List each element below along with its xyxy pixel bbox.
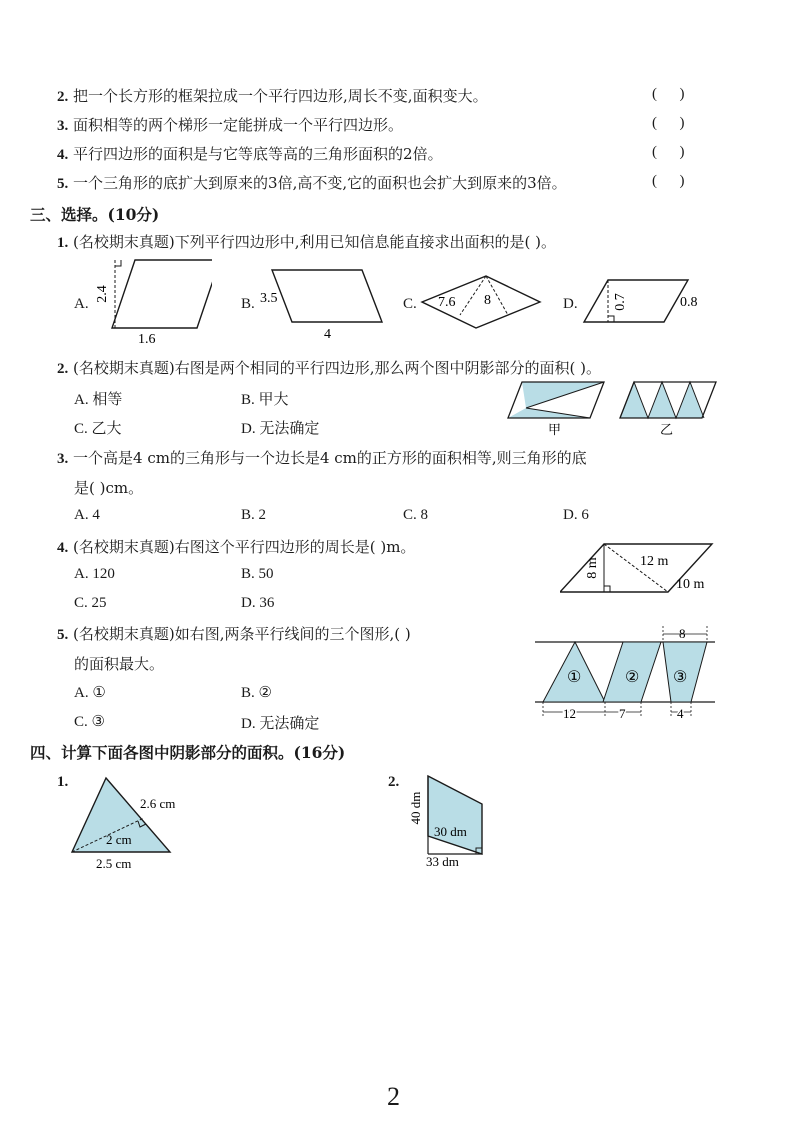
trapezoid-shaded — [428, 776, 482, 854]
label-side: 2.4 — [95, 285, 110, 303]
label-jia: 甲 — [548, 422, 562, 436]
answer-paren[interactable]: ( ) — [652, 144, 685, 160]
item-text: 平行四边形的面积是与它等底等高的三角形面积的2倍。 — [73, 145, 443, 163]
item-number: 5. — [57, 176, 69, 192]
option-c[interactable]: C. 25 — [74, 595, 107, 611]
label-b: 8 — [484, 293, 491, 308]
question-text: (名校期末真题)下列平行四边形中,利用已知信息能直接求出面积的是( )。 — [73, 233, 556, 251]
option-c[interactable]: C. ③ — [74, 714, 105, 730]
label-base: 2.5 cm — [96, 856, 132, 871]
judgement-item-5 — [57, 173, 567, 194]
judgement-item-4 — [57, 144, 443, 165]
figure-p1-triangle — [66, 774, 196, 874]
option-c[interactable]: C. 8 — [403, 507, 429, 523]
question-2 — [57, 358, 601, 379]
label-w7: 7 — [619, 706, 626, 721]
figure-p2-trapezoid — [400, 772, 500, 868]
label-side: 0.8 — [680, 295, 698, 310]
option-c[interactable]: C. 乙大 — [74, 421, 122, 437]
right-angle-mark — [608, 316, 614, 322]
parallelogram-shape — [272, 270, 382, 322]
answer-paren[interactable]: ( ) — [652, 173, 685, 189]
question-number: 4. — [57, 540, 69, 556]
option-d-label[interactable]: D. — [563, 296, 578, 312]
question-5-cont: 的面积最大。 — [74, 655, 165, 673]
section-4-title: 四、计算下面各图中阴影部分的面积。(16分) — [30, 743, 346, 762]
answer-paren[interactable]: ( ) — [652, 115, 685, 131]
shape-yi-shade-1 — [620, 382, 648, 418]
option-d[interactable]: D. 无法确定 — [241, 716, 320, 732]
option-d[interactable]: D. 36 — [241, 595, 275, 611]
option-d[interactable]: D. 无法确定 — [241, 421, 320, 437]
answer-paren[interactable]: ( ) — [652, 86, 685, 102]
label-h: 2 cm — [106, 832, 132, 847]
figure-rhombus-c — [420, 270, 542, 330]
label-h: 8 m — [585, 557, 600, 579]
item-text: 一个三角形的底扩大到原来的3倍,高不变,它的面积也会扩大到原来的3倍。 — [73, 174, 567, 192]
problem-1-number: 1. — [57, 774, 69, 790]
parallelogram-shape — [584, 280, 688, 322]
question-3-cont: 是( )cm。 — [74, 479, 144, 497]
option-b[interactable]: B. 50 — [241, 566, 274, 582]
question-text-1: 一个高是4 cm的三角形与一个边长是4 cm的正方形的面积相等,则三角形的底 — [73, 449, 587, 467]
label-shape-1: ① — [567, 669, 582, 686]
right-angle-mark — [604, 586, 610, 592]
question-number: 1. — [57, 235, 69, 251]
label-h: 40 dm — [408, 791, 423, 825]
label-side: 3.5 — [260, 291, 278, 306]
section-3-title: 三、选择。(10分) — [30, 205, 160, 224]
label-side: 2.6 cm — [140, 796, 176, 811]
option-a[interactable]: A. 120 — [74, 566, 115, 582]
option-b[interactable]: B. 2 — [241, 507, 267, 523]
page-number: 2 — [387, 1082, 400, 1111]
item-number: 3. — [57, 118, 69, 134]
option-d[interactable]: D. 6 — [563, 507, 589, 523]
shape-yi-shade-2 — [648, 382, 676, 418]
label-mid: 30 dm — [434, 824, 467, 839]
judgement-item-2 — [57, 86, 488, 107]
option-a[interactable]: A. ① — [74, 685, 106, 701]
question-number: 3. — [57, 451, 69, 467]
figure-parallelogram-d — [582, 276, 708, 328]
judgement-item-3 — [57, 115, 403, 136]
question-3 — [57, 448, 587, 469]
right-angle-mark — [115, 260, 121, 266]
question-5 — [57, 624, 411, 645]
option-b[interactable]: B. 甲大 — [241, 392, 289, 408]
figure-parallelogram-b — [258, 262, 388, 342]
question-number: 5. — [57, 627, 69, 643]
figure-q5-shapes — [535, 622, 715, 722]
label-w12: 12 — [563, 706, 576, 721]
option-b-label[interactable]: B. — [241, 296, 255, 312]
label-diag: 12 m — [640, 554, 669, 569]
label-yi: 乙 — [660, 422, 674, 436]
option-a[interactable]: A. 相等 — [74, 392, 123, 408]
item-text: 面积相等的两个梯形一定能拼成一个平行四边形。 — [73, 116, 404, 134]
question-text: (名校期末真题)右图是两个相同的平行四边形,那么两个图中阴影部分的面积( )。 — [73, 359, 601, 377]
label-w4: 4 — [677, 706, 684, 721]
question-text-1: (名校期末真题)如右图,两条平行线间的三个图形,( ) — [73, 625, 411, 643]
label-base: 1.6 — [138, 332, 156, 346]
label-w8: 8 — [679, 626, 686, 641]
option-b[interactable]: B. ② — [241, 685, 272, 701]
option-a[interactable]: A. 4 — [74, 507, 100, 523]
label-shape-3: ③ — [673, 669, 688, 686]
label-side: 10 m — [676, 577, 705, 592]
label-a: 7.6 — [438, 295, 456, 310]
option-c-label[interactable]: C. — [403, 296, 417, 312]
figure-parallelogram-a — [92, 252, 212, 346]
question-number: 2. — [57, 361, 69, 377]
item-number: 4. — [57, 147, 69, 163]
shape-yi-shade-3 — [676, 382, 704, 418]
label-base: 33 dm — [426, 854, 459, 868]
parallelogram-shape — [112, 260, 212, 328]
question-text: (名校期末真题)右图这个平行四边形的周长是( )m。 — [73, 538, 416, 556]
item-text: 把一个长方形的框架拉成一个平行四边形,周长不变,面积变大。 — [73, 87, 488, 105]
option-a-label[interactable]: A. — [74, 296, 89, 312]
label-shape-2: ② — [625, 669, 640, 686]
figure-q4-parallelogram — [560, 536, 720, 598]
label-h: 0.7 — [613, 293, 628, 311]
label-base: 4 — [324, 327, 331, 342]
item-number: 2. — [57, 89, 69, 105]
question-4 — [57, 537, 415, 558]
problem-2-number: 2. — [388, 774, 400, 790]
question-1 — [57, 232, 556, 253]
figure-q2-parallelograms — [506, 378, 720, 436]
